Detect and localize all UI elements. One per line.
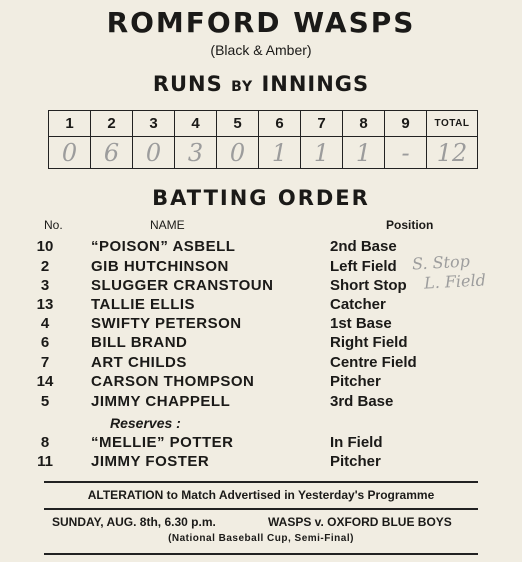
- match-teams: WASPS v. OXFORD BLUE BOYS: [268, 515, 452, 529]
- batter-number: 14: [36, 373, 54, 390]
- team-colors: (Black & Amber): [210, 42, 312, 58]
- divider-bottom: [44, 553, 478, 555]
- batter-position: Short Stop: [330, 277, 407, 294]
- match-date: SUNDAY, AUG. 8th, 6.30 p.m.: [52, 515, 216, 529]
- inning-runs: 3: [175, 137, 217, 169]
- batter-name: TALLIE ELLIS: [91, 296, 196, 313]
- batter-number: 13: [36, 296, 54, 313]
- inning-runs: 0: [49, 137, 91, 169]
- inning-number: 1: [49, 111, 91, 137]
- batter-position: Centre Field: [330, 354, 417, 371]
- reserve-row: [0, 434, 522, 454]
- divider-middle: [44, 508, 478, 510]
- batter-row: [0, 334, 522, 354]
- team-title: ROMFORD WASPS: [106, 6, 416, 39]
- divider-top: [44, 481, 478, 483]
- by-word: BY: [231, 79, 254, 95]
- batter-row: [0, 354, 522, 374]
- batter-row: [0, 315, 522, 335]
- inning-number: 5: [217, 111, 259, 137]
- inning-number: 4: [175, 111, 217, 137]
- batter-name: SWIFTY PETERSON: [91, 315, 242, 332]
- inning-number: 6: [259, 111, 301, 137]
- batter-name: CARSON THOMPSON: [91, 373, 255, 390]
- alteration-notice: ALTERATION to Match Advertised in Yesterday's Programme: [87, 488, 435, 502]
- batter-position: Left Field: [330, 258, 397, 275]
- batter-position: 2nd Base: [330, 238, 397, 255]
- innings-word: INNINGS: [261, 72, 370, 96]
- match-competition: (National Baseball Cup, Semi-Final): [168, 533, 354, 544]
- batter-position: Right Field: [330, 334, 408, 351]
- batter-row: [0, 373, 522, 393]
- handwritten-note-1: S. Stop: [411, 251, 471, 274]
- batter-name: “POISON” ASBELL: [91, 238, 236, 255]
- inning-number: 3: [133, 111, 175, 137]
- batting-order-heading: BATTING ORDER: [152, 186, 370, 210]
- reserves-label: Reserves :: [110, 415, 181, 431]
- reserve-name: JIMMY FOSTER: [91, 453, 210, 470]
- batter-name: ART CHILDS: [91, 354, 187, 371]
- inning-runs: 0: [217, 137, 259, 169]
- reserve-position: Pitcher: [330, 453, 381, 470]
- runs-by-innings-heading: [0, 72, 522, 96]
- batter-position: 1st Base: [330, 315, 392, 332]
- batter-row: [0, 296, 522, 316]
- batter-position: 3rd Base: [330, 393, 394, 410]
- inning-runs: 1: [259, 137, 301, 169]
- handwritten-note-2: L. Field: [423, 270, 487, 293]
- batter-name: GIB HUTCHINSON: [91, 258, 229, 275]
- batter-number: 5: [40, 393, 50, 410]
- inning-number: 2: [91, 111, 133, 137]
- column-header-position: Position: [386, 218, 434, 232]
- runs-word: RUNS: [152, 72, 223, 96]
- batter-number: 7: [40, 354, 50, 371]
- inning-runs: 0: [133, 137, 175, 169]
- batter-position: Pitcher: [330, 373, 381, 390]
- batter-row: [0, 393, 522, 413]
- total-runs: 12: [427, 137, 478, 169]
- reserve-position: In Field: [330, 434, 383, 451]
- innings-runs-row: [49, 137, 478, 169]
- inning-number: 7: [301, 111, 343, 137]
- column-header-name: NAME: [150, 218, 185, 232]
- reserve-row: [0, 453, 522, 473]
- batter-number: 3: [40, 277, 50, 294]
- column-header-no: No.: [44, 218, 63, 232]
- batter-position: Catcher: [330, 296, 386, 313]
- inning-runs: -: [385, 137, 427, 169]
- inning-runs: 1: [343, 137, 385, 169]
- batter-number: 2: [40, 258, 50, 275]
- inning-runs: 1: [301, 137, 343, 169]
- batter-number: 10: [36, 238, 54, 255]
- batter-name: SLUGGER CRANSTOUN: [91, 277, 274, 294]
- batter-number: 6: [40, 334, 50, 351]
- reserve-number: 11: [37, 453, 53, 470]
- inning-number: 9: [385, 111, 427, 137]
- batter-name: BILL BRAND: [91, 334, 188, 351]
- total-header: TOTAL: [427, 111, 478, 137]
- innings-header-row: [49, 111, 478, 137]
- batter-name: JIMMY CHAPPELL: [91, 393, 231, 410]
- reserve-number: 8: [40, 434, 50, 451]
- inning-runs: 6: [91, 137, 133, 169]
- reserve-name: “MELLIE” POTTER: [91, 434, 234, 451]
- innings-score-table: [48, 110, 478, 169]
- batter-number: 4: [40, 315, 50, 332]
- inning-number: 8: [343, 111, 385, 137]
